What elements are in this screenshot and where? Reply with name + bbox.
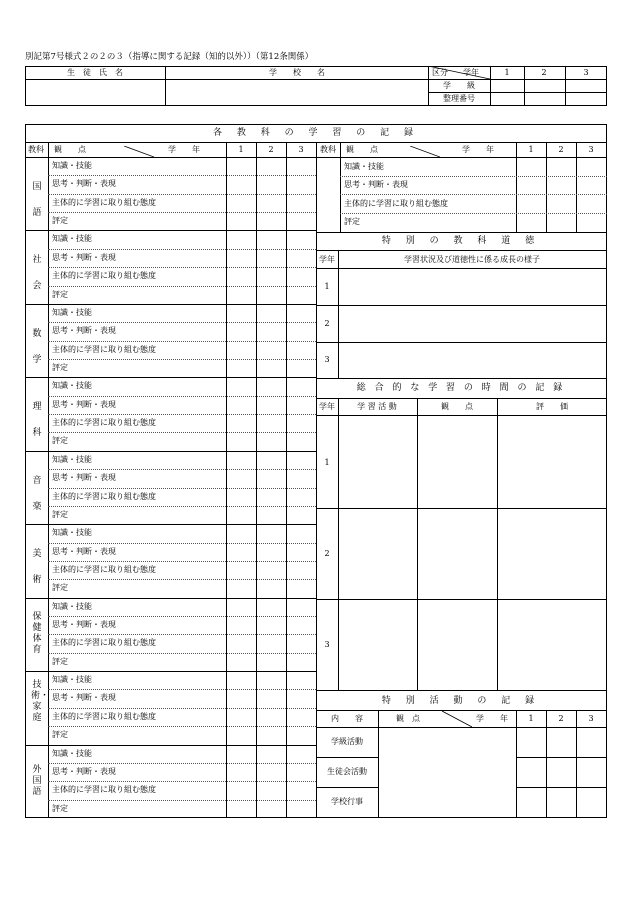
moral-grade-3: 3 (324, 355, 330, 364)
subject-name-0: 国語 (32, 181, 42, 218)
subjects-section-title: 各 教 科 の 学 習 の 記 録 (213, 128, 419, 138)
special-item-2: 生徒会活動 (327, 767, 367, 776)
moral-title: 特 別 の 教 科 道 徳 (381, 236, 541, 246)
subject-2-viewpoint-2: 主体的に学習に取り組む態度 (52, 344, 156, 354)
header-grade-3: 3 (583, 68, 589, 77)
subject-4-viewpoint-2: 主体的に学習に取り組む態度 (52, 491, 156, 501)
special-grade-2: 2 (558, 714, 564, 723)
subject-2-viewpoint-1: 思考・判断・表現 (52, 326, 116, 336)
subject-name-6: 保健体育 (32, 612, 42, 656)
class-label: 学 級 (443, 81, 475, 90)
subject-5-viewpoint-2: 主体的に学習に取り組む態度 (52, 564, 156, 574)
subject-0-viewpoint-0: 知識・技能 (52, 161, 92, 170)
kyoka-label: 教科 (28, 145, 44, 154)
kyoka-label-right: 教科 (320, 145, 336, 154)
subject-6-viewpoint-0: 知識・技能 (52, 601, 92, 611)
subject-name-3: 理科 (32, 402, 42, 439)
subject-5-viewpoint-1: 思考・判断・表現 (52, 546, 116, 556)
right-viewpoint-4: 評定 (344, 217, 360, 226)
subject-8-viewpoint-0: 知識・技能 (52, 748, 92, 758)
student-name-label: 生 徒 氏 名 (67, 68, 123, 77)
special-item-1: 学級活動 (331, 737, 363, 746)
subject-3-viewpoint-3: 評定 (52, 436, 68, 446)
subject-name-5: 美術 (32, 548, 42, 585)
special-title: 特 別 活 動 の 記 録 (381, 696, 541, 706)
subject-name-4: 音楽 (32, 475, 42, 512)
subject-3-viewpoint-0: 知識・技能 (52, 381, 92, 391)
subject-1-viewpoint-0: 知識・技能 (52, 234, 92, 244)
subject-6-viewpoint-1: 思考・判断・表現 (52, 620, 116, 630)
integrated-col-grade: 学年 (319, 402, 335, 411)
subject-3-viewpoint-1: 思考・判断・表現 (52, 399, 116, 409)
left-grade-1: 1 (238, 145, 244, 154)
integrated-title: 総 合 的 な 学 習 の 時 間 の 記 録 (356, 383, 566, 393)
header-grade-1: 1 (504, 68, 510, 77)
seiri-label: 整理番号 (443, 94, 475, 103)
left-grade-2: 2 (268, 145, 274, 154)
gakunen-label: 学 年 (168, 145, 200, 154)
moral-grade-1: 1 (324, 282, 330, 291)
special-grade-3: 3 (588, 714, 594, 723)
gakunen-label-right: 学 年 (462, 145, 494, 154)
grade-label: 学年 (463, 68, 479, 77)
special-item-3: 学校行事 (331, 797, 363, 806)
subject-0-viewpoint-3: 評定 (52, 216, 68, 226)
subject-1-viewpoint-3: 評定 (52, 289, 68, 299)
subject-4-viewpoint-1: 思考・判断・表現 (52, 473, 116, 483)
subject-7-viewpoint-2: 主体的に学習に取り組む態度 (52, 711, 156, 721)
subject-8-viewpoint-1: 思考・判断・表現 (52, 766, 116, 776)
subject-6-viewpoint-3: 評定 (52, 656, 68, 666)
subject-name-8: 外国語 (32, 764, 42, 797)
right-viewpoint-3: 主体的に学習に取り組む態度 (344, 199, 448, 208)
integrated-col-activity: 学 習 活 動 (357, 402, 397, 411)
special-grade-1: 1 (528, 714, 534, 723)
subject-5-viewpoint-3: 評定 (52, 583, 68, 593)
subject-1-viewpoint-1: 思考・判断・表現 (52, 252, 116, 262)
subject-8-viewpoint-2: 主体的に学習に取り組む態度 (52, 785, 156, 795)
subject-name-2: 数学 (32, 328, 42, 365)
subject-7-viewpoint-3: 評定 (52, 730, 68, 740)
moral-grade-2: 2 (324, 319, 330, 328)
integrated-col-kanten: 観 点 (441, 402, 473, 411)
subject-6-viewpoint-2: 主体的に学習に取り組む態度 (52, 638, 156, 648)
subject-4-viewpoint-3: 評定 (52, 509, 68, 519)
school-name-label: 学 校 名 (269, 68, 325, 77)
integrated-grade-1: 1 (324, 458, 330, 467)
moral-col-grade: 学年 (319, 255, 335, 264)
special-col-gakunen: 学 年 (476, 714, 508, 723)
subject-7-viewpoint-0: 知識・技能 (52, 675, 92, 685)
subject-name-7: 技術・家庭 (31, 680, 50, 724)
kubun-label: 区分 (432, 68, 448, 77)
subject-8-viewpoint-3: 評定 (52, 803, 68, 813)
subject-7-viewpoint-1: 思考・判断・表現 (52, 693, 116, 703)
subject-0-viewpoint-2: 主体的に学習に取り組む態度 (52, 197, 156, 207)
special-col-naiyo: 内 容 (331, 714, 363, 723)
subject-0-viewpoint-1: 思考・判断・表現 (52, 179, 116, 189)
moral-col-desc: 学習状況及び道徳性に係る成長の様子 (404, 255, 540, 264)
left-grade-3: 3 (298, 145, 304, 154)
kanten-label-right: 観 点 (346, 145, 378, 154)
kanten-label: 観 点 (54, 145, 86, 154)
form-title: 別記第7号様式２の２の３（指導に関する記録（知的以外））（第12条関係） (25, 52, 314, 62)
subject-5-viewpoint-0: 知識・技能 (52, 528, 92, 538)
integrated-grade-2: 2 (324, 549, 330, 558)
subject-4-viewpoint-0: 知識・技能 (52, 454, 92, 464)
subject-1-viewpoint-2: 主体的に学習に取り組む態度 (52, 271, 156, 281)
right-viewpoint-1: 知識・技能 (344, 162, 384, 171)
subject-3-viewpoint-2: 主体的に学習に取り組む態度 (52, 418, 156, 428)
integrated-col-eval: 評 価 (536, 402, 568, 411)
special-col-kanten: 観 点 (396, 714, 420, 723)
right-grade-2: 2 (558, 145, 564, 154)
right-grade-3: 3 (588, 145, 594, 154)
integrated-grade-3: 3 (324, 640, 330, 649)
header-grade-2: 2 (541, 68, 547, 77)
right-grade-1: 1 (528, 145, 534, 154)
subject-2-viewpoint-0: 知識・技能 (52, 307, 92, 317)
subject-name-1: 社会 (32, 255, 42, 292)
right-viewpoint-2: 思考・判断・表現 (344, 180, 408, 189)
subject-2-viewpoint-3: 評定 (52, 362, 68, 372)
